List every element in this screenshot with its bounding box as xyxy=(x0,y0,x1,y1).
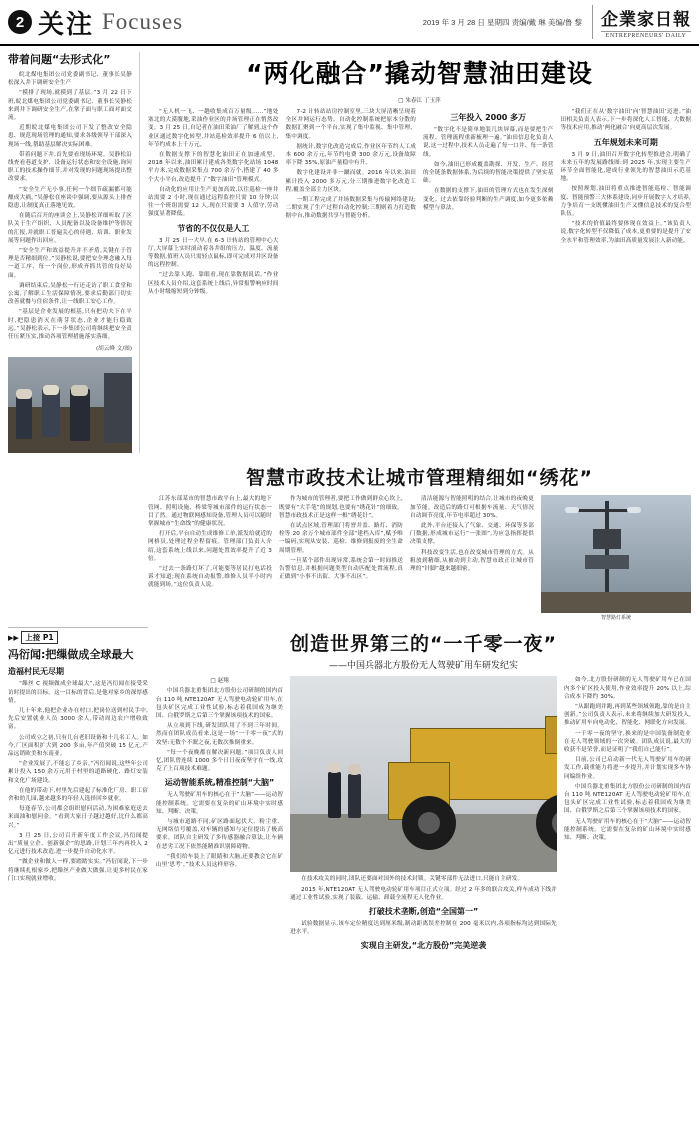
third-subheadline: ——中国兵器北方股份无人驾驶矿用车研发纪实 xyxy=(328,661,518,672)
mining-truck-photo xyxy=(290,676,557,872)
paper-nameplate xyxy=(592,5,691,39)
streetlight-photo-wrap xyxy=(541,495,691,621)
section-title-en: Focuses xyxy=(102,9,184,34)
bottom-left-subhead: 造福村民无尽期 xyxy=(8,667,64,677)
city-col-2: 作为城市的管理者,要把工作做到群众心坎上,既要有“大手笔”的规划,也要有“绣花针”的细致。智慧市政技术正是这样一根“绣花针”。 在试点区域,管理部门将窨井盖、路灯、消防栓等 20 余万个城市部件全部“建档入库”,赋予唯一编码,实现从安装、巡检、维修到报废的全生命周期管理。 一旦某个部件出现异常,系统会第一时间推送告警信息,并根据问题类型自动匹配处置流程,真正做到“小事不出街、大事不出区”。 xyxy=(279,496,403,581)
main-subhead-3: 五年规划未来可期 xyxy=(593,137,658,147)
main-story-columns xyxy=(148,108,691,298)
issue-date-line: 2019 年 3 月 28 日 星期四 责编/戴 琳 美编/鲁 黎 xyxy=(422,17,582,27)
third-author: □ 赵翔 xyxy=(210,678,229,685)
third-subhead-2: 打破技术垄断,创造“全国第一” xyxy=(368,906,479,916)
bottom-left-title: 冯衍闻:把缫做成全球最大 xyxy=(8,648,134,662)
paper-name-en: ENTREPRENEURS' DAILY xyxy=(601,31,691,39)
third-subhead-1: 运动智能系统,精准控制“大脑” xyxy=(164,778,275,788)
main-col-4: “我们正在从‘数字油田’向‘智慧油田’迈进。”油田相关负责人表示,下一步将深化人工智能、大数据等技术应用,推动‘两化融合’向更高层次发展。 五年规划未来可期 3 月 9 日,油田召开数字化转型推进会,明确了未来五年的发展路线图:到 2025 年,实现主要生产环节全面智能化,建成行业领先的智慧油田示范基地。 按照规划,油田将重点推进智能巡检、智能调度、智能预警三大体系建设,同步开展数字人才培养,力争培育一支既懂油田生产又懂信息技术的复合型队伍。 “技术的价值最终要体现在效益上。”该负责人说,数字化转型不仅降低了成本,更重要的是提升了安全水平和管理效率,为油田高质量发展注入新动能。 xyxy=(560,109,691,244)
main-col-3: 三年投入 2000 多万 “数字化不是简单地装几块屏幕,而是要把生产流程、管理流程重新梳理一遍。”油田信息化负责人说,这一过程中,技术人员走遍了每一口井、每一条管线。 如今,油田已形成覆盖勘探、开发、生产、经营的全链条数据体系,为后续的智能决策提供了坚实基础。 在数据的支撑下,油田的管理方式也在发生深刻变化。过去依靠经验判断的生产调度,如今更多依赖模型与算法。 xyxy=(423,113,554,211)
left-kicker: 带着问题“去形式化” xyxy=(8,53,111,66)
main-authors: □ 朱春江 丁玉萍 xyxy=(398,98,441,104)
left-column xyxy=(8,52,140,453)
main-subhead-2: 三年投入 2000 多万 xyxy=(450,113,527,122)
third-col-3: 如今,北方股份研制的无人驾驶矿用车已在国内多个矿区投入使用,作业效率提升 20% 以上,综合成本下降约 30%。 “从跟跑到并跑,再到某些领域领跑,靠的是自主创新。”公司负责人表示,未来将继续加大研发投入,推动矿用车向电动化、智能化、网联化方向发展。 一千零一夜的坚守,换来的是中国装备制造业在无人驾驶领域的一次突破。团队成员说,最大的收获不是荣誉,而是证明了“我们自己能行”。 目前,公司已启动新一代无人驾驶矿用车的研发工作,载重能力将进一步提升,并计划实现多车协同编组作业。 中国兵器北重集团北方股份公司研制的国内首台 110 吨 NTE120AT 无人驾驶电动轮矿用车,在包头矿区完成工业性试验,标志着我国成为继美国、白俄罗斯之后第三个掌握该项技术的国家。 无人驾驶矿用车的核心在于“大脑”——运动智能控制系统。它需要在复杂的矿山环境中实时感知、判断、决策。 xyxy=(563,677,692,841)
third-subhead-3: 实现自主研发,“北方股份”完美逆袭 xyxy=(360,941,487,951)
bottom-left-column xyxy=(8,625,148,954)
main-story xyxy=(140,52,691,453)
third-story-main xyxy=(148,625,691,954)
top-area xyxy=(0,46,699,453)
third-col-1: □ 赵翔 中国兵器北重集团北方股份公司研制的国内首台 110 吨 NTE120AT 无人驾驶电动轮矿用车,在包头矿区完成工业性试验,标志着我国成为继美国、白俄罗斯之后第三个掌握该项技术的国家。 从立项到下线,研发团队用了不到三年时间。然而在团队成员看来,这是一场“一千零一夜”式的攻坚:无数个不眠之夜,无数次推倒重来。 “每一个夜晚都在解决新问题。”项目负责人回忆,团队曾连续 1000 多个日日夜夜坚守在一线,攻克了上百项技术难题。 运动智能系统,精准控制“大脑” 无人驾驶矿用车的核心在于“大脑”——运动智能控制系统。它需要在复杂的矿山环境中实时感知、判断、决策。 与城市道路不同,矿区路面起伏大、粉尘重、无网络信号覆盖,对车辆的感知与定位提出了极高要求。团队自主研发了多传感器融合算法,让车辆在恶劣工况下依然能精准识别障碍物。 “我们给车装上了眼睛和大脑,还要教会它在矿山里‘思考’。”技术人员这样形容。 xyxy=(156,678,284,868)
city-headline: 智慧市政技术让城市管理精细如“绣花” xyxy=(246,467,593,490)
main-subhead-1: 节省的不仅仅是人工 xyxy=(177,223,250,233)
city-col-3: 清洁能源与智能照明的结合,让城市的夜晚更加节能。改造后的路灯可根据车流量、天气情况自动调节亮度,年节电率超过 30%。 此外,平台还接入了气象、交通、环保等多部门数据,形成城市运行“一张图”,为应急指挥提供决策支撑。 科技改变生活,也在改变城市管理的方式。从粗放到精细,从被动到主动,智慧市政正让城市管理的“针脚”越来越细密。 xyxy=(410,496,534,572)
city-col-1: 江苏东部某市的智慧市政平台上,最大的地下管网、照明设施、桥梁等城市部件的运行状态一目了然。通过物联网感知设备,管理人员可以随时掌握城市“生命线”的健康状况。 打开后,平台自动生成维修工单,派发给就近的网格员,处理过程全程留痕。管理部门负责人介绍,这套系统上线以来,问题处置效率提升了近 3 倍。 “过去一条路灯坏了,可能要等居民打电话投诉才知道;现在系统自动报警,维修人员半小时内就能到场。”这位负责人说。 xyxy=(148,496,272,589)
workers-photo xyxy=(8,357,132,453)
bottom-left-body: “缫丝 C 视频做成全球最大”,这是冯衍闻在接受采访时提出的目标。这一目标的背后,是他对家乡的深厚感情。 几十年来,他把企业办在村口,把岗位送到村民手中,先后安置就业人员 3000 余人,带动周边农户增收致富。 公司成立之初,只有几台老旧设备和十几名工人。如今,厂区面积扩大到 200 多亩,年产值突破 15 亿元,产品远销欧美和东南亚。 “企业发展了,不能忘了乡亲。”冯衍闻说,这些年公司累计投入 150 余万元用于村里的道路硬化、路灯安装和文化广场建设。 在他的带动下,村里先后建起了标准化厂房、职工宿舍和幼儿园,越来越多的年轻人选择回乡就业。 每逢春节,公司都会组织慰问活动,为困难家庭送去米面油和慰问金。“看到大家日子越过越好,比什么都高兴。” 3 月 25 日,公司召开新年度工作会议,冯衍闻提出“质量立企、创新强企”的思路,计划三年内再投入 2 亿元进行技术改造,进一步提升自动化水平。 “做企业和做人一样,要踏踏实实。”冯衍闻说,下一步将继续扎根家乡,把缫丝产业做大做强,让更多村民在家门口实现就业增收。 xyxy=(8,681,148,882)
left-byline: (胡云峰 文/图) xyxy=(96,346,132,353)
main-col-1: “无人机一飞、一趟收集成百万量级……”地处塞北的大漠腹地,采油作业区的井场管理正在悄然改变。3 月 25 日,自记者在油田采油厂了解到,这个作业区通过数字化转型,井站巡检效率提升 6 倍以上,年节约成本上千万元。 在数据支撑下的智慧化油田正在加速成型。2018 年以来,油田累计建成各类数字化站场 1048 平方米,完成数据采集点 700 余万个,搭建了 40 多个大小平台,改造提升了“数字油田”管理模式。 自动化的应用让生产更加高效,以往巡检一座井站需要 2 小时,现在通过远程监控只需 10 分钟;以往一个班组需要 12 人,现在只需要 3 人值守,劳动强度显著降低。 节省的不仅仅是人工 3 月 25 日一大早,在 6-3 计转站的管理中心大厅,大屏幕上实时滚动着各井组的压力、温度、流量等数据,值班人员只需轻点鼠标,即可完成对井区设备的远程控制。 “过去靠人跑、靠眼看,现在靠数据说话。”作业区技术人员介绍,这套系统上线后,异常报警响应时间从小时级缩短到分钟级。 xyxy=(148,109,279,295)
section-title-cn: 关注 xyxy=(38,9,95,40)
masthead xyxy=(0,0,699,46)
page-number: 2 xyxy=(8,10,32,34)
main-col-2: 7-2 计转站站房控制室里,三块大屏清晰呈现着全区井网运行态势。自动化控制系统把原本分散的数据汇聚到一个平台,实现了集中监视、集中管理、集中调度。 据统计,数字化改造完成后,作业区年节约人工成本 600 余万元,年节约电费 300 余万元,设备故障率下降 35%,原油产量稳中有升。 数字化建设并非一蹴而就。2016 年以来,油田累计投入 2000 多万元,分三期推进数字化改造工程,覆盖全部主力区块。 一期工程完成了井场数据采集与传输网络建设;二期实现了生产过程自动化控制;三期则着力打造数据中台,推动数据共享与智能分析。 xyxy=(285,109,416,220)
third-story xyxy=(0,625,699,954)
third-headline: 创造世界第三的“一千零一夜” xyxy=(290,633,557,656)
continuation-marker: ▶▶ 上接 P1 xyxy=(8,631,148,644)
main-headline: “两化融合”撬动智慧油田建设 xyxy=(246,59,593,88)
left-body: 皖北煤电集团公司党委副书记、董事长吴静松深入井下调研安全生产 “摸排了现场,就摸到了基层。”3 月 22 日下班,皖北煤电集团公司党委副书记、董事长吴静松来到井下调研安全生产,在掌子面与职工面对面交流。 近期皖北煤电集团公司下发了整改安全隐患、规范现场管理的通知,要求各级领导干部深入现场一线,帮助基层解决实际困难。 带着问题下井,首先要看现场环境。吴静松沿线查看巷道支护、设备运行状态和安全设施,询问职工的技术操作细节,并对发现的问题现场提出整改要求。 “安全生产无小事,任何一个细节疏漏都可能酿成大祸。”吴静松在座谈中强调,要从源头上排查隐患,让制度真正落地见效。 在随后召开的座谈会上,吴静松详细听取了区队关于生产组织、人员配备以及设备维护等情况的汇报,并就职工普遍关心的待遇、培训、职业发展等问题作出回应。 “安全生产和效益提升并不矛盾,关键在于管理是否精细到位。”吴静松说,要把安全理念融入每一道工序、每一个岗位,形成齐抓共管的良好局面。 调研结束后,吴静松一行还走访了职工食堂和公寓,了解职工生活保障情况,要求后勤部门切实改善就餐与住宿条件,让一线职工安心工作。 “基层是企业发展的根基,只有把功夫下在平时,把隐患消灭在萌芽状态,企业才能行稳致远。”吴静松表示,下一步集团公司将继续把安全责任压紧压实,推动各项管理措施落实落细。 xyxy=(8,72,132,341)
streetlight-caption: 智慧路灯系统 xyxy=(600,615,631,622)
streetlight-photo xyxy=(541,495,691,613)
paper-name-cn: 企業家日報 xyxy=(601,10,691,30)
third-col-2: 在技术攻关的同时,团队还要面对国外的技术封锁。关键零部件无法进口,只能自主研发。 2015 年,NTE120AT 无人驾驶电动轮矿用车项目正式立项。经过 2 年多的联合攻关,样车成功下线并通过工业性试验,实现了装载、运输、卸载全流程无人化作业。 打破技术垄断,创造“全国第一” 试验数据显示,该车定位精度达到厘米级,制动距离误差控制在 200 毫米以内,各项指标均达到国际先进水平。 实现自主研发,“北方股份”完美逆袭 xyxy=(290,676,557,954)
city-story xyxy=(0,457,699,621)
